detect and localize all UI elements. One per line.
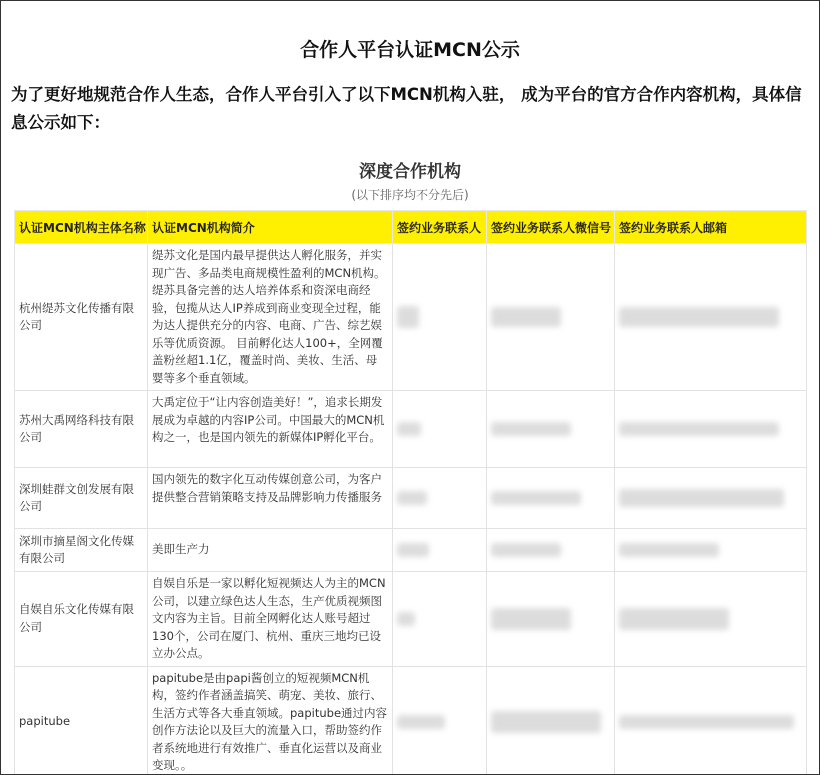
- org-intro: 自娱自乐是一家以孵化短视频达人为主的MCN公司，以建立绿色达人生态，生产优质视频图文内容为主旨。目前全网孵化达人账号超过130个，公司在厦门、杭州、重庆三地均已设立办公点。: [148, 572, 393, 667]
- contact-redacted: [393, 666, 487, 775]
- org-name: 杭州缇苏文化传播有限公司: [15, 244, 148, 391]
- org-intro: 缇苏文化是国内最早提供达人孵化服务，并实现广告、多品类电商规模性盈利的MCN机构。 缇苏具备完善的达人培养体系和资深电商经验，包揽从达人IP养成到商业变现全过程，能为达人提供充分的内容、电商、广告、综艺娱乐等优质资源。 目前孵化达人100+，全网覆盖粉丝超1.1亿，覆盖时尚、美妆、生活、母婴等多个垂直领域。: [148, 244, 393, 391]
- wechat-redacted: [487, 666, 615, 775]
- wechat-redacted: [487, 572, 615, 667]
- table-header-row: [15, 211, 807, 244]
- org-name: 深圳蛙群文创发展有限公司: [15, 468, 148, 529]
- contact-redacted: [393, 244, 487, 391]
- org-intro: 美即生产力: [148, 529, 393, 572]
- header-wechat: 签约业务联系人微信号: [487, 211, 615, 244]
- email-redacted: [615, 666, 807, 775]
- contact-redacted: [393, 572, 487, 667]
- header-name: 认证MCN机构主体名称: [15, 211, 148, 244]
- intro-text: 为了更好地规范合作人生态，合作人平台引入了以下MCN机构入驻， 成为平台的官方合作内容机构，具体信息公示如下：: [11, 85, 802, 132]
- contact-redacted: [393, 468, 487, 529]
- header-email: 签约业务联系人邮箱: [615, 211, 807, 244]
- table-row: [15, 529, 807, 572]
- email-redacted: [615, 529, 807, 572]
- contact-redacted: [393, 529, 487, 572]
- email-redacted: [615, 468, 807, 529]
- page-title: 合作人平台认证MCN公示: [300, 39, 520, 61]
- email-redacted: [615, 391, 807, 468]
- wechat-redacted: [487, 244, 615, 391]
- header-intro: 认证MCN机构简介: [148, 211, 393, 244]
- wechat-redacted: [487, 529, 615, 572]
- org-name: 深圳市摘星阁文化传媒有限公司: [15, 529, 148, 572]
- table-row: [15, 391, 807, 468]
- section-subtitle: (以下排序均不分先后): [351, 188, 469, 202]
- org-name: papitube: [15, 666, 148, 775]
- header-contact: 签约业务联系人: [393, 211, 487, 244]
- org-name: 苏州大禹网络科技有限公司: [15, 391, 148, 468]
- contact-redacted: [393, 391, 487, 468]
- org-name: 自娱自乐文化传媒有限公司: [15, 572, 148, 667]
- table-row: [15, 572, 807, 667]
- table-row: [15, 666, 807, 775]
- email-redacted: [615, 244, 807, 391]
- table-row: [15, 468, 807, 529]
- org-intro: 大禹定位于“让内容创造美好！”，追求长期发展成为卓越的内容IP公司。中国最大的MCN机构之一，也是国内领先的新媒体IP孵化平台。: [148, 391, 393, 468]
- wechat-redacted: [487, 391, 615, 468]
- wechat-redacted: [487, 468, 615, 529]
- section-title: 深度合作机构: [359, 162, 461, 182]
- email-redacted: [615, 572, 807, 667]
- org-intro: 国内领先的数字化互动传媒创意公司，为客户提供整合营销策略支持及品牌影响力传播服务: [148, 468, 393, 529]
- org-intro: papitube是由papi酱创立的短视频MCN机构，签约作者涵盖搞笑、萌宠、美妆、旅行、生活方式等各大垂直领域。papitube通过内容创作方法论以及巨大的流量入口，帮助签约作者系统地进行有效推广、垂直化运营以及商业变现。。: [148, 666, 393, 775]
- mcn-table: [14, 210, 807, 775]
- table-row: [15, 244, 807, 391]
